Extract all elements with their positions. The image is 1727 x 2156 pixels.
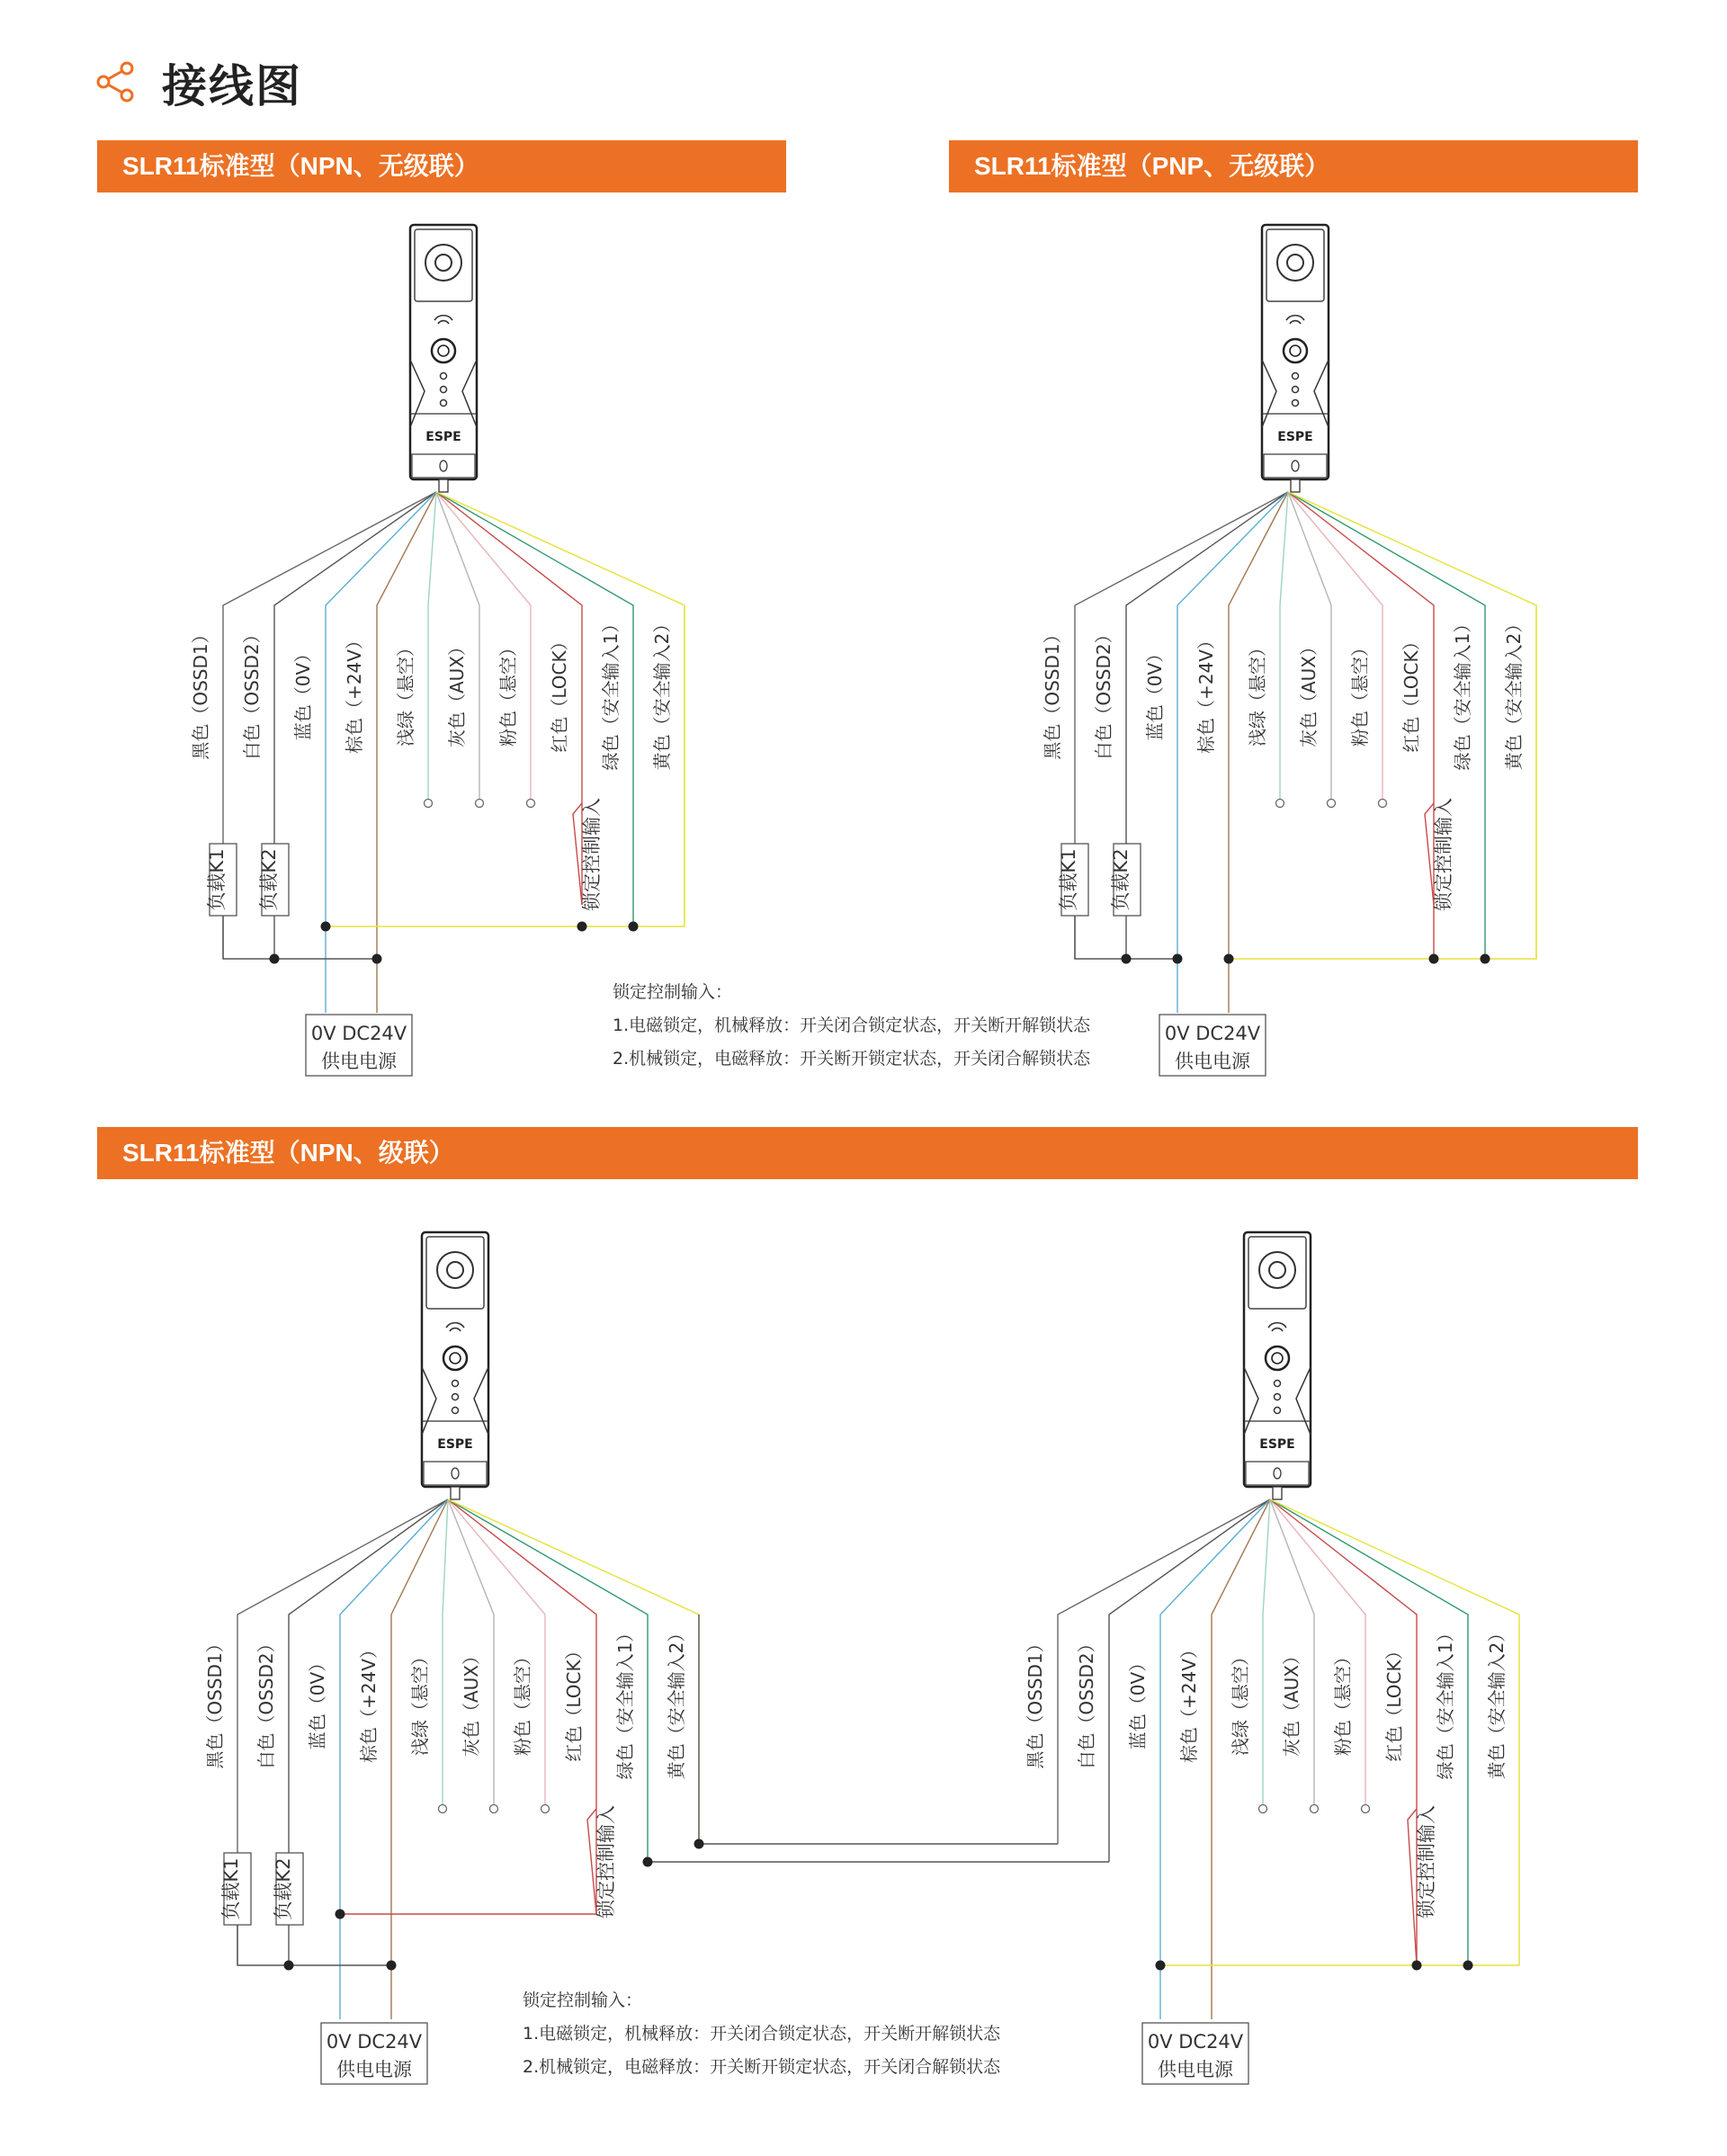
lock-notes-title: 锁定控制输入：: [613, 982, 733, 1002]
wire-label-8: 绿色（安全输入1）: [1452, 614, 1473, 771]
lock-input-label: 锁定控制输入: [1433, 798, 1454, 911]
page-title: 接线图: [162, 61, 302, 112]
wire-3: [391, 1499, 448, 2019]
junction-dot: [694, 1839, 704, 1849]
terminal-open: [476, 800, 484, 808]
lock-switch: [340, 1809, 596, 1914]
wire-2: [326, 492, 436, 1013]
load-k2-label: 负载K2: [273, 1857, 294, 1920]
wire-label-7: 红色（LOCK）: [549, 632, 570, 753]
junction-dot: [1224, 954, 1234, 964]
lock-notes-line1: 1.电磁锁定，机械释放：开关闭合锁定状态，开关断开解锁状态: [613, 1015, 1091, 1035]
junction-dot: [577, 922, 587, 932]
wire-label-9: 黄色（安全输入2）: [1503, 614, 1525, 771]
junction-dot: [629, 922, 639, 932]
power-supply-line1: 0V DC24V: [1147, 2031, 1244, 2053]
load-return-line: [223, 916, 377, 959]
wire-label-2: 蓝色（0V）: [307, 1653, 328, 1750]
wire-label-4: 浅绿（悬空）: [1247, 639, 1268, 747]
wire-label-8: 绿色（安全输入1）: [600, 614, 622, 771]
wire-label-8: 绿色（安全输入1）: [1435, 1624, 1456, 1780]
power-supply-line1: 0V DC24V: [1164, 1023, 1261, 1044]
wire-label-8: 绿色（安全输入1）: [614, 1624, 636, 1780]
junction-dot: [643, 1857, 653, 1867]
junction-dot: [321, 922, 331, 932]
wire-label-3: 棕色（+24V）: [344, 631, 365, 754]
junction-dot: [387, 1961, 397, 1971]
terminal-open: [1276, 800, 1284, 808]
section-title-npn-cascade: SLR11标准型（NPN、级联）: [97, 1127, 1638, 1179]
wiring-diagram-a: [190, 225, 685, 1076]
wire-label-2: 蓝色（0V）: [292, 644, 314, 741]
wire-label-4: 浅绿（悬空）: [395, 639, 416, 747]
terminal-open: [439, 1805, 447, 1813]
wire-2: [1177, 492, 1288, 1013]
wiring-diagram-c2: [643, 1232, 1520, 2084]
wire-label-1: 白色（OSSD2）: [255, 1634, 277, 1769]
wire-label-0: 黑色（OSSD1）: [204, 1634, 226, 1769]
lock-notes-title: 锁定控制输入：: [523, 1990, 643, 2010]
lock-notes-line2: 2.机械锁定，电磁释放：开关断开锁定状态，开关闭合解锁状态: [613, 1049, 1091, 1069]
cable-gland: [1291, 479, 1300, 492]
junction-dot: [1412, 1961, 1422, 1971]
wire-label-2: 蓝色（0V）: [1144, 644, 1166, 741]
power-supply-line2: 供电电源: [336, 2059, 412, 2080]
terminal-open: [541, 1805, 550, 1813]
wire-label-6: 粉色（悬空）: [497, 639, 519, 747]
load-k1-label: 负载K1: [206, 848, 228, 911]
wire-label-3: 棕色（+24V）: [1178, 1641, 1200, 1763]
load-k2-label: 负载K2: [258, 848, 280, 911]
section-title-npn: SLR11标准型（NPN、无级联）: [97, 140, 786, 192]
wire-label-1: 白色（OSSD2）: [1076, 1634, 1097, 1769]
wire-label-5: 灰色（AUX）: [461, 1646, 482, 1758]
wire-label-7: 红色（LOCK）: [563, 1642, 585, 1762]
load-k2-label: 负载K2: [1110, 848, 1132, 911]
wire-3: [377, 492, 436, 1013]
wire-label-6: 粉色（悬空）: [512, 1648, 533, 1756]
power-supply-line2: 供电电源: [1175, 1051, 1250, 1072]
wire-label-9: 黄色（安全输入2）: [651, 614, 673, 771]
wire-label-7: 红色（LOCK）: [1383, 1642, 1405, 1762]
load-k1-label: 负载K1: [220, 1857, 242, 1920]
wire-label-5: 灰色（AUX）: [1298, 637, 1320, 748]
wire-label-9: 黄色（安全输入2）: [1486, 1624, 1508, 1780]
terminal-open: [1379, 800, 1387, 808]
junction-dot: [1463, 1961, 1473, 1971]
wire-label-4: 浅绿（悬空）: [409, 1648, 431, 1756]
wire-label-1: 白色（OSSD2）: [1093, 625, 1114, 760]
load-return-line: [237, 1925, 391, 1965]
wire-label-0: 黑色（OSSD1）: [1042, 625, 1063, 760]
wire-label-3: 棕色（+24V）: [1195, 631, 1217, 754]
junction-dot: [1429, 954, 1439, 964]
cable-gland: [1273, 1487, 1282, 1499]
power-supply-line2: 供电电源: [1158, 2059, 1233, 2080]
lock-notes-line1: 1.电磁锁定，机械释放：开关闭合锁定状态，开关断开解锁状态: [523, 2024, 1001, 2044]
load-k1-label: 负载K1: [1058, 848, 1079, 911]
terminal-open: [490, 1805, 498, 1813]
wire-label-1: 白色（OSSD2）: [241, 625, 263, 760]
wire-label-7: 红色（LOCK）: [1400, 632, 1422, 753]
wire-label-5: 灰色（AUX）: [1281, 1646, 1302, 1758]
wire-label-4: 浅绿（悬空）: [1230, 1648, 1251, 1756]
junction-dot: [1122, 954, 1132, 964]
lock-notes-b: [523, 1984, 1000, 2084]
junction-dot: [336, 1910, 345, 1919]
device-label: ESPE: [1259, 1437, 1295, 1452]
device-label: ESPE: [437, 1437, 473, 1452]
junction-dot: [270, 954, 280, 964]
wire-4: [1263, 1499, 1270, 1809]
wire-label-2: 蓝色（0V）: [1127, 1653, 1149, 1750]
junction-dot: [284, 1961, 294, 1971]
device-label: ESPE: [1277, 430, 1313, 444]
terminal-open: [527, 800, 535, 808]
wire-label-9: 黄色（安全输入2）: [666, 1624, 687, 1780]
wire-4: [428, 492, 436, 803]
wire-2: [1160, 1499, 1270, 2019]
wire-4: [1280, 492, 1288, 803]
wire-2: [340, 1499, 448, 2019]
lock-notes-line2: 2.机械锁定，电磁释放：开关断开锁定状态，开关闭合解锁状态: [523, 2057, 1001, 2077]
cable-gland: [439, 479, 448, 492]
terminal-open: [1328, 800, 1336, 808]
power-supply-line1: 0V DC24V: [310, 1023, 407, 1044]
wire-4: [443, 1499, 448, 1809]
terminal-open: [425, 800, 433, 808]
junction-dot: [1173, 954, 1183, 964]
terminal-open: [1362, 1805, 1370, 1813]
wire-label-0: 黑色（OSSD1）: [190, 625, 211, 760]
wire-label-3: 棕色（+24V）: [358, 1641, 380, 1763]
power-supply-line1: 0V DC24V: [326, 2031, 423, 2053]
lock-notes-a: [613, 976, 1090, 1076]
junction-dot: [1156, 1961, 1166, 1971]
section-title-pnp: SLR11标准型（PNP、无级联）: [949, 140, 1638, 192]
lock-input-label: 锁定控制输入: [1416, 1805, 1437, 1919]
terminal-open: [1259, 1805, 1267, 1813]
wire-3: [1212, 1499, 1270, 2019]
lock-input-label: 锁定控制输入: [581, 798, 603, 911]
terminal-open: [1311, 1805, 1319, 1813]
junction-dot: [1481, 954, 1490, 964]
wire-label-5: 灰色（AUX）: [446, 637, 468, 748]
wire-label-6: 粉色（悬空）: [1332, 1648, 1354, 1756]
lock-input-label: 锁定控制输入: [595, 1805, 617, 1919]
power-supply-line2: 供电电源: [321, 1051, 397, 1072]
wiring-diagram-c1: [204, 1232, 699, 2084]
wiring-diagram-b: [1042, 225, 1536, 1076]
cable-gland: [451, 1487, 460, 1499]
wire-label-6: 粉色（悬空）: [1349, 639, 1371, 747]
cascade-link-ossd1: [699, 1615, 1058, 1844]
wire-3: [1229, 492, 1288, 1013]
device-label: ESPE: [425, 430, 461, 444]
junction-dot: [372, 954, 382, 964]
wire-label-0: 黑色（OSSD1）: [1025, 1634, 1046, 1769]
